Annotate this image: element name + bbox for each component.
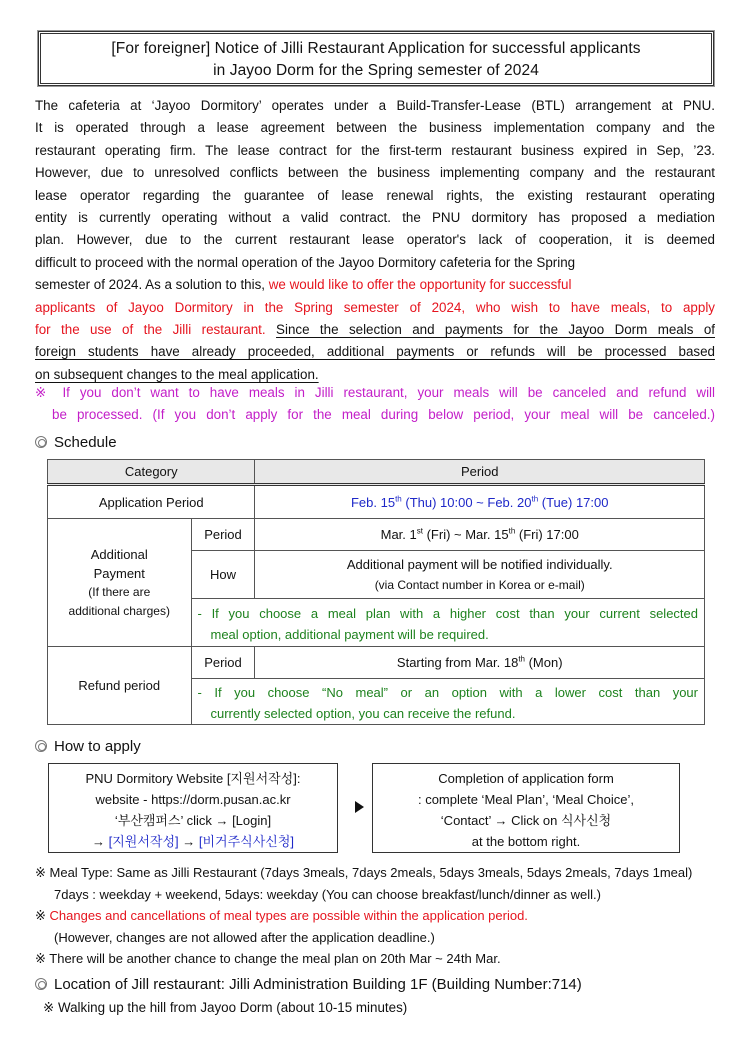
schedule-table (47, 459, 705, 725)
how-to-apply-heading (35, 737, 141, 757)
page-title (38, 31, 714, 86)
days-definition: 7days : weekday + weekend, 5days: weekday (You can choose breakfast/lunch/dinner as well.) (54, 886, 601, 902)
step-1-login: ‘부산캠퍼스’ click → [Login] (114, 813, 272, 828)
step-2-box (372, 763, 680, 853)
cancel-note-line-2: be processed. (If you don’t apply for the meal during below period, your meal will be canceled.) (52, 407, 715, 422)
double-circle-icon (35, 978, 47, 990)
refund-period-sublabel: Period (191, 647, 255, 679)
double-circle-icon (35, 740, 47, 752)
intro-highlight-line: applicants of Jayoo Dormitory in the Spring semester of 2024, who wish to have meals, to apply (35, 299, 715, 315)
title-line-1: [For foreigner] Notice of Jilli Restaurant Application for successful applicants (111, 40, 641, 57)
intro-line-mixed (35, 274, 715, 296)
additional-payment-label: Additional Payment (If there are additional charges) (48, 519, 192, 647)
location-note: ※ Walking up the hill from Jayoo Dorm (about 10-15 minutes) (43, 1000, 408, 1015)
location-heading (35, 976, 582, 993)
table-row (48, 647, 705, 679)
intro-line: It is operated through a lease agreement between the business implementation company and the (35, 120, 715, 136)
step-2-line: : complete ‘Meal Plan’, ‘Meal Choice’, (417, 792, 635, 807)
location-heading-text: Location of Jill restaurant: Jilli Administration Building 1F (Building Number:714) (54, 976, 582, 993)
intro-text: semester of 2024. As a solution to this, (35, 277, 269, 293)
meal-apply-link[interactable]: [비거주식사신청] (198, 834, 294, 849)
additional-period-label: Period (191, 519, 255, 551)
intro-line: lease operator regarding the guarantee of lease renewal rights, the existing restaurant operating (35, 187, 715, 203)
schedule-heading-text: Schedule (54, 434, 117, 451)
step-1-title: PNU Dormitory Website [지원서작성]: (85, 771, 301, 786)
additional-how-value: Additional payment will be notified individually. (via Contact number in Korea or e-mail) (255, 551, 705, 599)
additional-period-value: Mar. 1st (Fri) ~ Mar. 15th (Fri) 17:00 (255, 519, 705, 551)
apply-form-link[interactable]: [지원서작성] (108, 834, 179, 849)
refund-period-value: Starting from Mar. 18th (Mon) (255, 647, 705, 679)
how-to-apply-heading-text: How to apply (54, 738, 141, 755)
cancel-note-line-1: ※ If you don’t want to have meals in Jilli restaurant, your meals will be canceled and refund will (35, 385, 715, 400)
application-period-label: Application Period (48, 485, 255, 519)
schedule-heading (35, 433, 117, 453)
step-2-line: at the bottom right. (471, 834, 581, 849)
intro-highlight: for the use of the Jilli restaurant. (35, 321, 266, 337)
changes-sub-note: (However, changes are not allowed after the application deadline.) (54, 929, 435, 945)
application-period-value: Feb. 15th (Thu) 10:00 ~ Feb. 20th (Tue) 17:00 (255, 485, 705, 519)
step-2-line: ‘Contact’ → Click on 식사신청 (440, 813, 612, 828)
header-category: Category (48, 460, 255, 485)
intro-line-mixed (35, 319, 715, 341)
intro-underlined-line: foreign students have already proceeded, additional payments or refunds will be processed based (35, 344, 715, 360)
another-chance-note: ※ There will be another chance to change the meal plan on 20th Mar ~ 24th Mar. (35, 951, 501, 966)
dorm-website-link[interactable]: website - https://dorm.pusan.ac.kr (95, 792, 291, 807)
table-header-row (48, 460, 705, 485)
intro-line: However, due to unresolved conflicts between the business implementing company and the restaurant (35, 165, 715, 181)
intro-underlined: Since the selection and payments for the Jayoo Dorm meals of (276, 321, 715, 337)
intro-highlight: we would like to offer the opportunity for successful (268, 277, 572, 293)
header-period: Period (255, 460, 705, 485)
additional-payment-note: - If you choose a meal plan with a higher cost than your current selected meal option, additional payment will be required. (191, 599, 705, 647)
intro-line: plan. However, due to the current restaurant lease operator's lack of cooperation, it is deemed (35, 232, 715, 248)
step-2-title: Completion of application form (438, 771, 614, 786)
intro-line: difficult to proceed with the normal operation of the Jayoo Dormitory cafeteria for the Spring (35, 254, 576, 270)
changes-note: ※ Changes and cancellations of meal types are possible within the application period. (35, 908, 528, 923)
intro-line: restaurant operating firm. The lease contract for the first-term restaurant business expired in Sep, ’23. (35, 142, 715, 158)
intro-underlined: on subsequent changes to the meal application. (35, 366, 319, 382)
refund-period-label: Refund period (48, 647, 192, 725)
table-row (48, 519, 705, 551)
step-1-box (48, 763, 338, 853)
intro-line: entity is currently operating without a valid contract. the PNU dormitory has proposed a mediation (35, 209, 715, 225)
intro-paragraph (35, 95, 715, 386)
additional-how-label: How (191, 551, 255, 599)
refund-note: - If you choose “No meal” or an option with a lower cost than your currently selected option, you can receive the refund. (191, 679, 705, 725)
notes-section (35, 862, 725, 970)
step-1-path: → [지원서작성] → [비거주식사신청] (91, 834, 294, 849)
cancel-note (35, 382, 715, 426)
triangle-right-icon (355, 801, 364, 813)
intro-line: The cafeteria at ‘Jayoo Dormitory’ operates under a Build-Transfer-Lease (BTL) arrangement at PNU. (35, 98, 715, 113)
meal-type-note: ※ Meal Type: Same as Jilli Restaurant (7days 3meals, 7days 2meals, 5days 3meals, 5days 2meals, 7days 1meal) (35, 865, 693, 880)
table-row (48, 485, 705, 519)
double-circle-icon (35, 436, 47, 448)
title-line-2: in Jayoo Dorm for the Spring semester of 2024 (213, 62, 539, 79)
